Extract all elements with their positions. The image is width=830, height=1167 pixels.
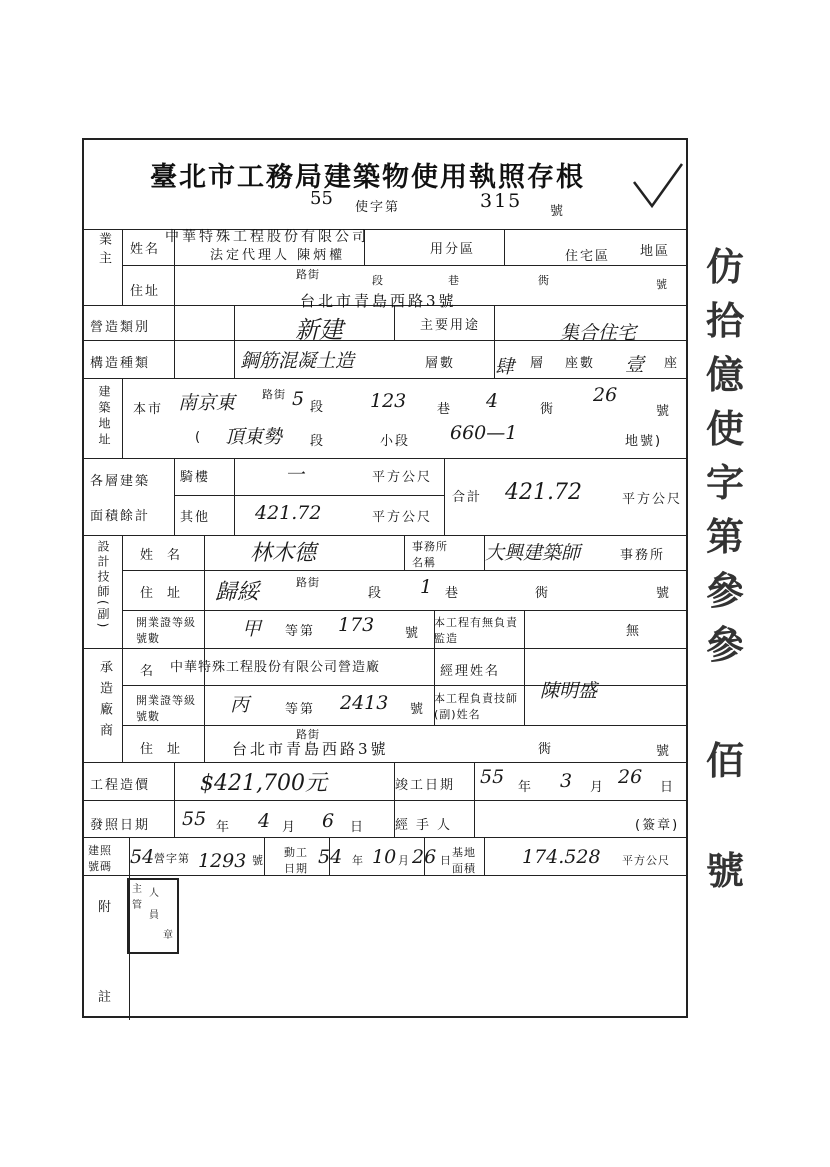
lot-section: 頂東勢 (225, 426, 283, 448)
lot-open: ( (195, 430, 203, 445)
completion-month-unit: 月 (590, 780, 606, 795)
main-use: 集合住宅 (560, 322, 637, 344)
designer-section-label: 設計技師(副) (96, 540, 110, 631)
edge-mark: 拾 (706, 298, 745, 343)
buildings-unit: 座 (664, 356, 680, 371)
designer-license-word: 等第 (285, 624, 316, 639)
contractor-addr-unit-road: 路街 (296, 728, 320, 741)
sign-label: (簽章) (635, 818, 680, 833)
official-seal (127, 878, 179, 954)
floors-label: 層數 (425, 356, 456, 371)
completion-day: 26 (618, 766, 643, 788)
total-area-label: 合計 (452, 490, 483, 505)
permit-word: 營字第 (154, 852, 190, 865)
site-section-label: 建築地址 (97, 385, 111, 449)
zone-label: 用分區 (430, 242, 476, 257)
site-alley: 4 (486, 390, 499, 412)
seal-char: 章 (163, 930, 173, 941)
permit-year: 54 (130, 846, 155, 868)
total-area-value: 421.72 (505, 480, 582, 505)
buildings-label: 座數 (565, 356, 596, 371)
seal-char: 員 (149, 910, 159, 921)
start-month: 10 (372, 846, 397, 868)
site-area-value: 174.528 (522, 846, 601, 868)
start-day: 26 (412, 846, 437, 868)
license-year: 55 (310, 188, 333, 209)
site-road-unit: 路街 (262, 388, 286, 401)
arcade-value: 一 (285, 464, 305, 486)
edge-mark: 仿 (706, 244, 745, 289)
designer-office-label: 事務所名稱 (412, 540, 448, 569)
edge-mark: 參 (706, 622, 745, 667)
site-lane: 123 (370, 390, 407, 412)
seal-char: 管 (132, 900, 142, 911)
buildings-value: 壹 (625, 354, 645, 376)
supervise-label: 本工程有無負責監造 (434, 616, 518, 645)
site-alley-unit: 衖 (540, 402, 556, 417)
owner-name: 中華特殊工程股份有限公司 (165, 229, 369, 245)
manager-label: 經理姓名 (440, 664, 501, 679)
completion-month: 3 (560, 770, 573, 792)
edge-mark: 第 (706, 514, 745, 559)
floors-value: 肆 (495, 356, 515, 378)
other-area-value: 421.72 (255, 502, 322, 524)
arcade-label: 騎樓 (180, 470, 211, 485)
other-area-unit: 平方公尺 (372, 510, 433, 525)
other-area-label: 其他 (180, 510, 211, 525)
site-lane-unit: 巷 (437, 402, 453, 417)
issue-year-unit: 年 (216, 820, 232, 835)
structure-label: 構造種類 (90, 356, 151, 371)
contractor-addr-unit-alley: 衖 (538, 742, 554, 757)
designer-license-label: 開業證等級號數 (136, 616, 196, 645)
issue-day: 6 (322, 810, 335, 832)
designer-name: 林木德 (250, 541, 317, 566)
edge-mark: 號 (706, 848, 745, 893)
issue-day-unit: 日 (350, 820, 366, 835)
cost-value: $421,700元 (200, 771, 327, 796)
edge-mark: 使 (706, 406, 745, 451)
completion-year: 55 (480, 766, 505, 788)
lot-subsection-unit: 小段 (380, 434, 411, 449)
edge-mark: 參 (706, 568, 745, 613)
construction-type: 新建 (295, 316, 343, 344)
designer-office: 大興建築師 (485, 542, 581, 564)
contractor-license-number: 2413 (340, 692, 389, 714)
edge-mark: 億 (706, 352, 745, 397)
edge-mark: 佰 (706, 738, 745, 783)
owner-address-label: 住址 (130, 284, 161, 299)
start-date-label: 動工日期 (284, 846, 308, 875)
contractor-license-grade: 丙 (230, 694, 250, 716)
lot-unit: 地號) (625, 434, 663, 449)
designer-addr-lane: 1 (420, 576, 433, 598)
contractor-license-unit: 號 (410, 702, 426, 717)
total-area-unit: 平方公尺 (622, 492, 683, 507)
arcade-unit: 平方公尺 (372, 470, 433, 485)
designer-addr-unit-alley: 衖 (535, 586, 551, 601)
completion-year-unit: 年 (518, 780, 534, 795)
designer-addr-unit-lane: 巷 (445, 586, 461, 601)
page-title: 臺北市工務局建築物使用執照存根 (150, 162, 585, 193)
lot-section-unit: 段 (310, 434, 326, 449)
completion-day-unit: 日 (660, 780, 676, 795)
site-area-label: 基地面積 (452, 846, 476, 875)
engineer-label: 本工程負責技師(副)姓名 (434, 692, 518, 721)
area-label-bottom: 面積餘計 (90, 509, 151, 524)
designer-license-unit: 號 (405, 626, 421, 641)
owner-name-label: 姓名 (130, 242, 161, 257)
site-section-unit: 段 (310, 400, 326, 415)
site-road: 南京東 (178, 392, 236, 414)
designer-addr-unit-section: 段 (368, 586, 384, 601)
start-year: 54 (318, 846, 343, 868)
designer-license-grade: 甲 (242, 618, 262, 640)
designer-license-number: 173 (338, 614, 375, 636)
license-word: 使字第 (355, 200, 401, 215)
designer-office-unit: 事務所 (620, 548, 666, 563)
contractor-license-word: 等第 (285, 702, 316, 717)
site-area-unit: 平方公尺 (622, 854, 670, 867)
designer-addr-unit-number: 號 (656, 586, 672, 601)
completion-label: 竣工日期 (395, 778, 456, 793)
start-year-unit: 年 (352, 854, 364, 867)
owner-addr-unit-road: 路街 (296, 268, 320, 281)
contractor-license-label: 開業證等級號數 (136, 694, 196, 723)
owner-section-label: 業主 (96, 232, 111, 270)
handler-label: 經手人 (395, 818, 459, 833)
zone-value: 住宅區 (565, 249, 611, 264)
start-month-unit: 月 (398, 854, 410, 867)
cost-label: 工程造價 (90, 778, 151, 793)
start-day-unit: 日 (440, 854, 452, 867)
contractor-addr-unit-number: 號 (656, 744, 672, 759)
issue-date-label: 發照日期 (90, 818, 151, 833)
structure-type: 鋼筋混凝土造 (240, 350, 355, 372)
issue-month: 4 (258, 810, 271, 832)
issue-month-unit: 月 (282, 820, 298, 835)
manager-name: 陳明盛 (540, 680, 598, 702)
notes-label-bottom: 註 (98, 990, 114, 1005)
designer-addr-unit-road: 路街 (296, 576, 320, 589)
owner-address: 台北市青島西路3號 (300, 292, 457, 310)
license-number: 315 (480, 190, 523, 212)
seal-char: 人 (149, 888, 159, 899)
construction-type-label: 營造類別 (90, 320, 151, 335)
contractor-address-label: 住址 (140, 742, 195, 757)
supervise-value: 無 (626, 624, 642, 639)
edge-mark: 字 (706, 460, 745, 505)
owner-addr-unit-alley: 衖 (538, 274, 550, 287)
owner-addr-unit-number: 號 (656, 278, 668, 291)
site-city: 本市 (133, 402, 164, 417)
contractor-name-label: 名 (140, 664, 156, 679)
area-label-top: 各層建築 (90, 474, 151, 489)
issue-year: 55 (182, 808, 207, 830)
zone-suffix: 地區 (640, 244, 671, 259)
permit-label: 建照號碼 (88, 844, 112, 873)
site-section: 5 (292, 388, 305, 410)
main-use-label: 主要用途 (420, 318, 481, 333)
designer-name-label: 姓名 (140, 548, 195, 563)
permit-unit: 號 (252, 854, 264, 867)
floors-unit: 層 (530, 356, 546, 371)
seal-char: 主 (132, 884, 142, 895)
site-number-unit: 號 (656, 404, 672, 419)
designer-address: 歸綏 (215, 580, 260, 605)
permit-number: 1293 (198, 850, 247, 872)
contractor-name: 中華特殊工程股份有限公司營造廠 (170, 660, 381, 675)
owner-representative: 法定代理人 陳炳權 (210, 248, 346, 263)
site-number: 26 (593, 384, 618, 406)
owner-addr-unit-section: 段 (372, 274, 384, 287)
designer-address-label: 住址 (140, 586, 195, 601)
lot-number: 660—1 (450, 422, 518, 444)
notes-label-top: 附 (98, 900, 114, 915)
contractor-section-label: 承造廠商 (97, 660, 112, 744)
contractor-address: 台北市青島西路3號 (232, 740, 389, 758)
license-suffix: 號 (550, 204, 566, 219)
owner-addr-unit-lane: 巷 (448, 274, 460, 287)
